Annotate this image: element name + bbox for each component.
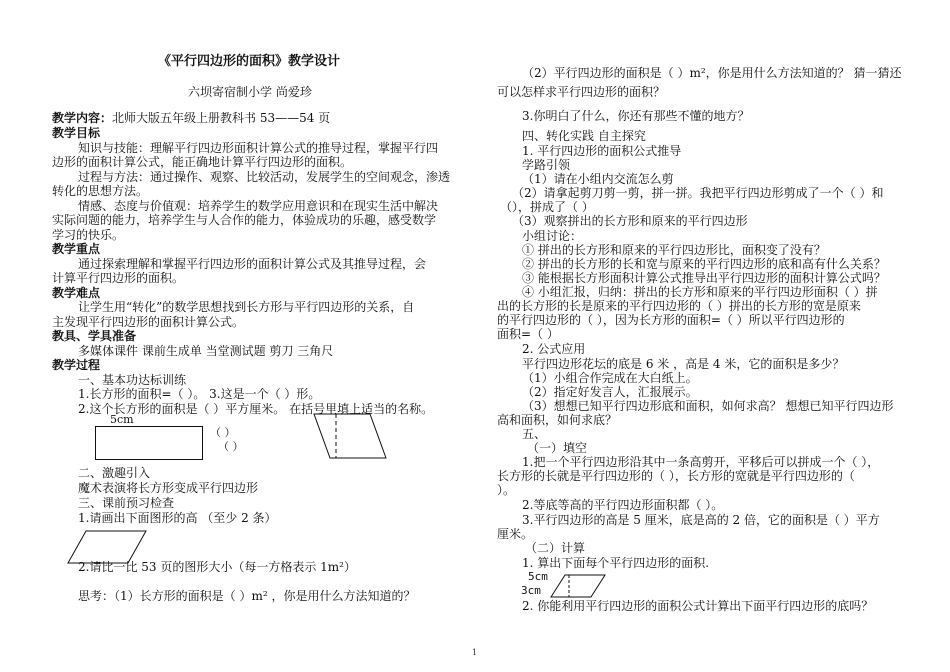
- process-heading: 教学过程: [52, 358, 101, 372]
- text-line: 可以怎样求平行四边形的面积？: [497, 85, 666, 99]
- tools-heading: 教具、学具准备: [52, 329, 137, 343]
- intro-line: 魔术表演将长方形变成平行四边形: [78, 481, 259, 495]
- text-line: 2. 你能利用平行四边形的面积公式计算出下面平行四边形的底吗？: [522, 599, 874, 613]
- parallelogram-shape: [68, 531, 146, 563]
- blank-parentheses: （ ）: [218, 440, 244, 453]
- goals-heading: 教学目标: [52, 126, 101, 140]
- parallelogram-shape: [551, 575, 605, 597]
- blank-parentheses: （ ）: [210, 426, 236, 439]
- exercise-line: 1.请画出下面图形的高 （至少 2 条）: [78, 511, 277, 525]
- small-parallelogram-figure: [549, 573, 607, 599]
- section-heading: 三、课前预习检查: [78, 496, 175, 510]
- key-heading: 教学重点: [52, 242, 101, 256]
- text-line: 平行四边形花坛的底是 6 米 ，高是 4 米，它的面积是多少？: [522, 357, 845, 371]
- text-line: 1.把一个平行四边形沿其中一条高剪开，平移后可以拼成一个（ ），: [522, 455, 880, 469]
- text-line: （3）想想已知平行四边形底和面积，如何求高？ 想想已知平行四边形: [522, 399, 894, 413]
- key-text: 通过探索理解和掌握平行四边形的面积计算公式及其推导过程，会: [78, 257, 427, 271]
- text-line: 2. 公式应用: [522, 342, 586, 356]
- author-line: 六坝寄宿制小学 尚爱珍: [188, 85, 312, 99]
- text-line: 2.等底等高的平行四边形面积都（ ）。: [522, 498, 724, 512]
- rectangle-figure: [95, 426, 203, 460]
- parallelogram-shape: [314, 414, 386, 458]
- content-text: 北师大版五年级上册教科书 53——54 页: [112, 111, 331, 125]
- goal-text: 知识与技能：理解平行四边形面积计算公式的推导过程，掌握平行四: [78, 141, 439, 155]
- dimension-label: 5cm: [528, 570, 548, 583]
- content-line: [52, 111, 330, 125]
- goal-text: 实际问题的能力，培养学生与人合作的能力，体验成功的乐趣，感受数学: [52, 213, 437, 227]
- difficulty-heading: 教学难点: [52, 286, 101, 300]
- text-line: ）。: [497, 483, 516, 497]
- subsection-heading: （一）填空: [527, 441, 588, 455]
- text-line: 高和面积，如何求底？: [497, 413, 618, 427]
- parallelogram-with-height-figure: [312, 412, 388, 460]
- difficulty-text: 让学生用“转化”的数学思想找到长方形与平行四边形的关系，自: [78, 300, 415, 314]
- text-line: 3.你明白了什么，你还有那些不懂的地方？: [522, 109, 750, 123]
- think-line: 思考：（1）长方形的面积是（ ）m² ，你是用什么方法知道的？: [78, 589, 416, 603]
- text-line: 1. 平行四边形的面积公式推导: [522, 144, 682, 158]
- text-line: 厘米。: [497, 527, 534, 541]
- exercise-line: 2.请比一比 53 页的图形大小（每一方格表示 1m²）: [78, 560, 356, 574]
- difficulty-text: 主发现平行四边形的面积计算公式。: [52, 315, 245, 329]
- exercise-line: 2.这个长方形的面积是（ ）平方厘米。 在括号里填上适当的名称。: [78, 402, 434, 416]
- text-line: 小组讨论：: [522, 229, 583, 243]
- discussion-item: ② 拼出的长方形的长和宽与原来的平行四边形的底和高有什么关系？: [522, 257, 886, 271]
- text-line: （2）请拿起剪刀剪一剪，拼一拼。我把平行四边形剪成了一个（ ）和: [512, 186, 884, 200]
- goal-text: 转化的思想方法。: [52, 184, 149, 198]
- discussion-item: ① 拼出的长方形和原来的平行四边形比，面积变了没有？: [522, 243, 826, 257]
- text-line: 出的长方形的长是原来的平行四边形的（ ）拼出的长方形的宽是原来: [497, 299, 861, 313]
- tools-line: 多媒体课件 课前生成单 当堂测试题 剪刀 三角尺: [78, 344, 334, 358]
- section-heading: 一、基本功达标训练: [78, 373, 187, 387]
- discussion-item: ③ 能根据长方形面积计算公式推导出平行四边形的面积计算公式吗？: [522, 271, 886, 285]
- section-heading: 四、转化实践 自主探究: [522, 129, 646, 143]
- text-line: （），拼成了（ ）: [500, 200, 594, 214]
- goal-text: 边形的面积计算公式，能正确地计算平行四边形的面积。: [52, 155, 353, 169]
- page-number: 1: [472, 648, 478, 657]
- text-line: （2）指定好发言人，汇报展示。: [522, 385, 698, 399]
- text-line: （1）请在小组内交流怎么剪: [522, 172, 674, 186]
- section-heading: 五、: [522, 427, 547, 441]
- section-heading: 二、激趣引入: [78, 466, 151, 480]
- content-label: 教学内容：: [52, 111, 113, 125]
- goal-text: 学习的快乐。: [52, 228, 125, 242]
- exercise-line: 1.长方形的面积=（ ）。 3.这是一个（ ）形。: [78, 387, 321, 401]
- text-line: 学路引领: [522, 158, 571, 172]
- goal-text: 过程与方法：通过操作、观察、比较活动，发展学生的空间观念，渗透: [78, 170, 451, 184]
- subsection-heading: （二）计算: [525, 541, 586, 555]
- page-title: 《平行四边形的面积》教学设计: [158, 54, 341, 69]
- text-line: 3.平行四边形的高是 5 厘米，底是高的 2 倍，它的面积是（ ）平方: [522, 513, 880, 527]
- text-line: 的平行四边形的（ ），因为长方形的面积=（ ）所以平行四边形的: [497, 313, 845, 327]
- rect-width-label: 5cm: [110, 413, 134, 426]
- dimension-label: 3cm: [521, 584, 541, 597]
- text-line: 面积=（ ）: [497, 327, 559, 341]
- text-line: 长方形的长就是平行四边形的（ ），长方形的宽就是平行四边形的（: [497, 469, 855, 483]
- goal-text: 情感、态度与价值观：培养学生的数学应用意识和在现实生活中解决: [78, 199, 439, 213]
- text-line: （2）平行四边形的面积是（ ）m²，你是用什么方法知道的？ 猜一猜还: [522, 66, 902, 80]
- text-line: （1）小组合作完成在大白纸上。: [522, 371, 698, 385]
- text-line: 1. 算出下面每个平行四边形的面积.: [522, 556, 710, 570]
- text-line: （3）观察拼出的长方形和原来的平行四边形: [512, 214, 748, 228]
- key-text: 计算平行四边形的面积。: [52, 271, 185, 285]
- discussion-item: ④ 小组汇报，归纳：拼出的长方形和原来的平行四边形面积（ ）拼: [522, 285, 878, 299]
